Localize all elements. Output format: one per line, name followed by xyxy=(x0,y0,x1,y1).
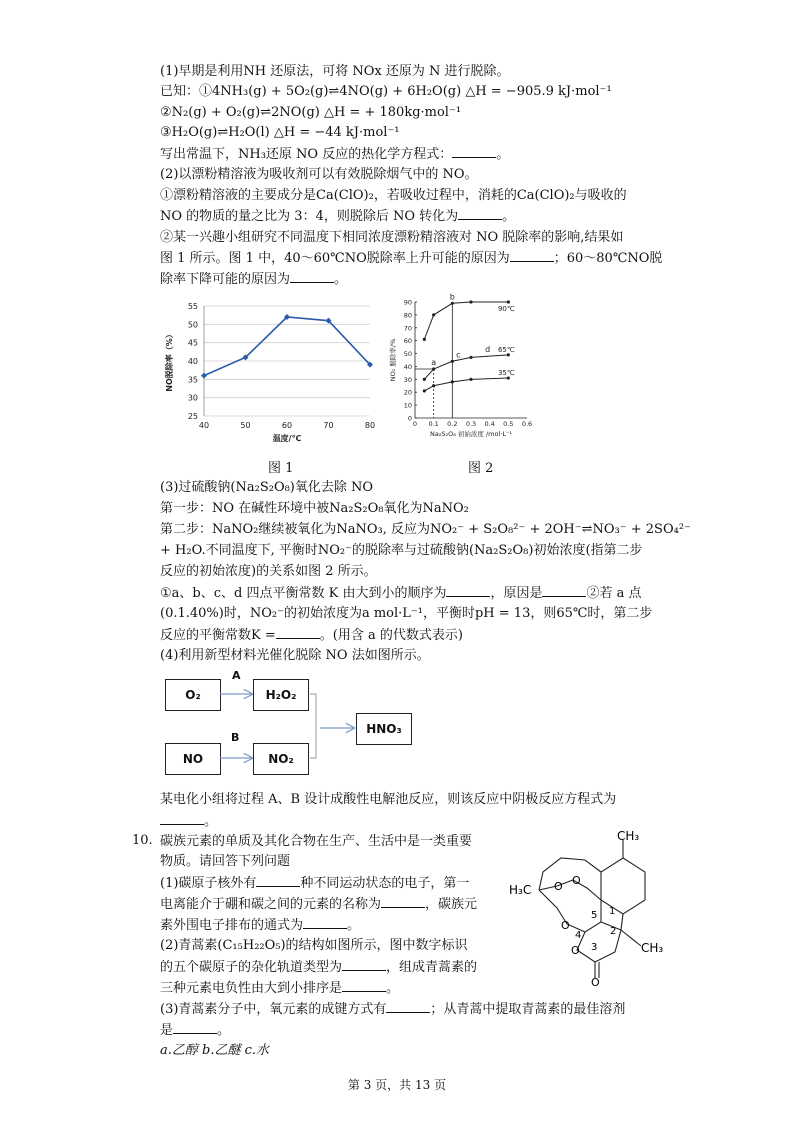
x-tick-label: 70 xyxy=(323,421,334,430)
artemisinin-structure xyxy=(505,828,680,988)
data-point xyxy=(451,380,454,383)
answer-blank xyxy=(386,1000,430,1013)
ch3-top-label: CH₃ xyxy=(617,829,640,843)
x-tick-label: 0.6 xyxy=(521,420,533,428)
x-tick-label: 0.1 xyxy=(428,420,439,428)
x-axis-label: Na₂S₂O₈ 初始浓度 /mol·L⁻¹ xyxy=(429,430,513,438)
data-point xyxy=(451,360,454,363)
answer-blank xyxy=(446,584,490,597)
p2-line6-end: 。 xyxy=(334,272,348,287)
data-point xyxy=(423,389,426,392)
p3-line6-text: ①a、b、c、d 四点平衡常数 K 由大到小的顺序为 xyxy=(160,586,447,601)
box-no2: NO₂ xyxy=(253,743,309,775)
x-tick-label: 50 xyxy=(240,421,251,430)
y-tick-label: 60 xyxy=(403,337,412,346)
q10-line2: 物质。请回答下列问题 xyxy=(160,854,291,869)
p1-line2: 已知：①4NH₃(g) + 5O₂(g)⇌4NO(g) + 6H₂O(g) △H = −905.9 kJ·mol⁻¹ xyxy=(160,84,612,99)
p3-line8-end: 。(用含 a 的代数式表示) xyxy=(319,628,463,643)
q10-line8-text: 三种元素电负性由大到小排序是 xyxy=(160,981,343,996)
x-tick-label: 0 xyxy=(412,420,418,428)
p1-line4: ③H₂O(g)⇌H₂O(l) △H = −44 kJ·mol⁻¹ xyxy=(160,125,400,140)
y-tick-label: 45 xyxy=(187,338,198,348)
y-tick-label: 80 xyxy=(403,311,412,320)
data-point xyxy=(201,373,207,379)
answer-blank xyxy=(458,207,502,220)
q10-line10 xyxy=(160,1021,230,1040)
box-o2: O₂ xyxy=(165,679,221,711)
p2-line3 xyxy=(160,207,515,226)
y-tick-label: 20 xyxy=(403,388,412,397)
answer-blank xyxy=(303,916,347,929)
h3c-label: H₃C xyxy=(509,883,532,897)
box-no: NO xyxy=(165,743,221,775)
p2-line5 xyxy=(160,249,662,268)
y-tick-label: 0 xyxy=(407,414,412,423)
p2-line4: ②某一兴趣小组研究不同温度下相同浓度漂粉精溶液对 NO 脱除率的影响,结果如 xyxy=(160,230,624,245)
answer-blank xyxy=(290,270,334,283)
answer-blank xyxy=(256,874,300,887)
box-h2o2: H₂O₂ xyxy=(253,679,309,711)
o-label: O xyxy=(554,880,563,893)
answer-blank xyxy=(342,979,386,992)
answer-blank xyxy=(452,145,496,158)
p2-line3-text: NO 的物质的量之比为 3：4，则脱除后 NO 转化为 xyxy=(160,209,459,224)
o-label: O xyxy=(571,944,580,957)
o-label: O xyxy=(561,919,570,932)
label-b: B xyxy=(231,731,240,744)
q10-line4-end: ，碳族元 xyxy=(425,897,478,912)
q10-line4-text: 电离能介于硼和碳之间的元素的名称为 xyxy=(160,897,382,912)
y-tick-label: 10 xyxy=(403,401,412,410)
y-tick-label: 30 xyxy=(403,375,412,384)
point-label-c: c xyxy=(456,350,461,360)
p1-line3: ②N₂(g) + O₂(g)⇌2NO(g) △H = + 180kg·mol⁻¹ xyxy=(160,105,462,120)
p3-line8 xyxy=(160,626,463,645)
q10-line4 xyxy=(160,895,477,914)
p2-line5-text: 图 1 所示。图 1 中，40～60℃NO脱除率上升可能的原因为 xyxy=(160,251,510,266)
q10-line8 xyxy=(160,979,399,998)
q10-line10-end: 。 xyxy=(217,1023,231,1038)
y-tick-label: 30 xyxy=(187,393,198,403)
q10-line9-text: (3)青蒿素分子中，氧元素的成键方式有 xyxy=(160,1002,387,1017)
q10-line9-end: ；从青蒿中提取青蒿素的最佳溶剂 xyxy=(430,1002,626,1017)
series-label: 65℃ xyxy=(497,345,515,354)
y-axis-label: NO脱除率（%） xyxy=(165,330,174,392)
figure1-chart xyxy=(160,294,385,444)
question-number: 10. xyxy=(132,833,153,848)
x-tick-label: 0.5 xyxy=(503,420,514,428)
p1-line5 xyxy=(160,145,509,164)
series-line xyxy=(424,302,508,339)
y-tick-label: 35 xyxy=(187,375,198,385)
p4-line3 xyxy=(160,812,217,831)
series-line xyxy=(424,355,508,379)
q10-line5-text: 素外围电子排布的通式为 xyxy=(160,918,304,933)
answer-blank xyxy=(276,626,320,639)
p2-line6-text: 除率下降可能的原因为 xyxy=(160,272,291,287)
series-label: 90℃ xyxy=(497,305,515,313)
p4-line2: 某电化小组将过程 A、B 设计成酸性电解池反应，则该反应中阴极反应方程式为 xyxy=(160,792,617,807)
bracket xyxy=(310,694,316,758)
x-marker-label xyxy=(441,425,442,426)
carbon-number-3: 3 xyxy=(591,942,598,953)
p4-line3-end: 。 xyxy=(204,814,218,829)
point-label-d: d xyxy=(485,345,491,355)
data-point xyxy=(423,378,426,381)
p3-line5: 反应的初始浓度)的关系如图 2 所示。 xyxy=(160,564,377,579)
p2-line2: ①漂粉精溶液的主要成分是Ca(ClO)₂，若吸收过程中，消耗的Ca(ClO)₂与吸收的 xyxy=(160,188,627,203)
p1-line1: (1)早期是利用NH 还原法，可将 NOx 还原为 N 进行脱除。 xyxy=(160,64,510,79)
p3-line2: 第一步：NO 在碱性环境中被Na₂S₂O₈氧化为NaNO₂ xyxy=(160,501,469,516)
p1-line5-end: 。 xyxy=(496,147,510,162)
data-point xyxy=(507,300,510,303)
series-label: 35℃ xyxy=(497,369,515,378)
q10-line1: 碳族元素的单质及其化合物在生产、生活中是一类重要 xyxy=(160,834,473,849)
data-point xyxy=(469,356,472,359)
carbon-number-1: 1 xyxy=(609,906,616,917)
q10-line3-text: (1)碳原子核外有 xyxy=(160,876,257,891)
x-tick-label: 40 xyxy=(198,421,210,430)
label-a: A xyxy=(232,669,241,682)
p3-line8-text: 反应的平衡常数K = xyxy=(160,628,276,643)
figure2-caption: 图 2 xyxy=(468,461,494,476)
q10-line7 xyxy=(160,958,477,977)
answer-blank xyxy=(381,895,425,908)
q10-options: a.乙醇 b.乙醚 c.水 xyxy=(160,1043,270,1058)
p1-line5-text: 写出常温下，NH₃还原 NO 反应的热化学方程式： xyxy=(160,147,453,162)
x-tick-label: 0.3 xyxy=(465,420,477,428)
q10-line3-end: 种不同运动状态的电子，第一 xyxy=(300,876,470,891)
data-point xyxy=(451,302,454,305)
data-point xyxy=(432,367,435,370)
x-tick-label: 0.4 xyxy=(484,420,495,428)
q10-line9 xyxy=(160,1000,625,1019)
figure2-chart xyxy=(385,292,545,447)
p3-line7: (0.1.40%)时，NO₂⁻的初始浓度为a mol·L⁻¹，平衡时pH = 13，则65℃时，第二步 xyxy=(160,606,653,621)
q10-line3 xyxy=(160,874,469,893)
box-hno3: HNO₃ xyxy=(356,713,412,745)
data-point xyxy=(469,378,472,381)
o-label: O xyxy=(591,976,600,988)
y-axis-label: NO₂ 脱除率/% xyxy=(389,338,397,382)
q10-line10-text: 是 xyxy=(160,1023,174,1038)
data-point xyxy=(432,384,435,387)
y-tick-label: 40 xyxy=(187,357,198,366)
p3-line4: + H₂O.不同温度下, 平衡时NO₂⁻的脱除率与过硫酸钠(Na₂S₂O₈)初始浓度(指第二步 xyxy=(160,543,643,558)
q10-line6: (2)青蒿素(C₁₅H₂₂O₅)的结构如图所示，图中数字标识 xyxy=(160,938,468,953)
p3-line1: (3)过硫酸钠(Na₂S₂O₈)氧化去除 NO xyxy=(160,480,374,495)
answer-blank xyxy=(173,1021,217,1034)
point-label-b: b xyxy=(449,292,455,302)
figure1-caption: 图 1 xyxy=(268,461,294,476)
p2-line1: (2)以漂粉精溶液为吸收剂可以有效脱除烟气中的 NO。 xyxy=(160,167,478,182)
y-tick-label: 70 xyxy=(403,324,412,333)
data-point xyxy=(469,300,472,303)
p2-line3-end: 。 xyxy=(502,209,516,224)
q10-line5-end: 。 xyxy=(347,918,361,933)
q10-line8-end: 。 xyxy=(386,981,400,996)
p2-line5-mid: ；60～80℃NO脱 xyxy=(553,251,663,266)
point-label-a: a xyxy=(431,358,437,368)
x-axis-label: 温度/℃ xyxy=(272,434,302,443)
p2-line6 xyxy=(160,270,347,289)
p3-line3: 第二步：NaNO₂继续被氧化为NaNO₃, 反应为NO₂⁻ + S₂O₈²⁻ + 2OH⁻⇌NO₃⁻ + 2SO₄²⁻ xyxy=(160,522,691,537)
carbon-number-5: 5 xyxy=(591,910,598,921)
o-label: O xyxy=(572,874,581,887)
x-tick-label: 80 xyxy=(364,421,376,430)
y-tick-label: 25 xyxy=(187,412,198,421)
p3-line6-end: ②若 a 点 xyxy=(586,586,642,601)
series-line xyxy=(204,317,370,376)
carbon-number-4: 4 xyxy=(575,930,582,941)
ch3-right-label: CH₃ xyxy=(641,941,664,955)
answer-blank xyxy=(342,958,386,971)
y-tick-label: 40 xyxy=(403,362,412,371)
q10-line5 xyxy=(160,916,360,935)
carbon-number-2: 2 xyxy=(610,926,617,937)
answer-blank xyxy=(510,249,554,262)
answer-blank xyxy=(542,584,586,597)
y-tick-label: 55 xyxy=(187,302,198,311)
y-tick-label: 50 xyxy=(403,350,412,359)
p3-line6 xyxy=(160,584,641,603)
p3-line6-mid: ，原因是 xyxy=(490,586,543,601)
x-tick-label: 60 xyxy=(281,421,293,430)
page-footer: 第 3 页，共 13 页 xyxy=(347,1078,447,1092)
data-point xyxy=(423,338,426,341)
flow-arrows xyxy=(160,670,420,780)
q10-line7-text: 的五个碳原子的杂化轨道类型为 xyxy=(160,960,343,975)
series-line xyxy=(424,378,508,391)
y-tick-label: 90 xyxy=(403,298,412,307)
answer-blank xyxy=(160,812,204,825)
x-tick-label: 0.2 xyxy=(447,420,458,428)
q10-line7-end: ，组成青蒿素的 xyxy=(386,960,478,975)
p4-line1: (4)利用新型材料光催化脱除 NO 法如图所示。 xyxy=(160,648,430,663)
y-tick-label: 50 xyxy=(187,320,198,330)
data-point xyxy=(432,313,435,316)
